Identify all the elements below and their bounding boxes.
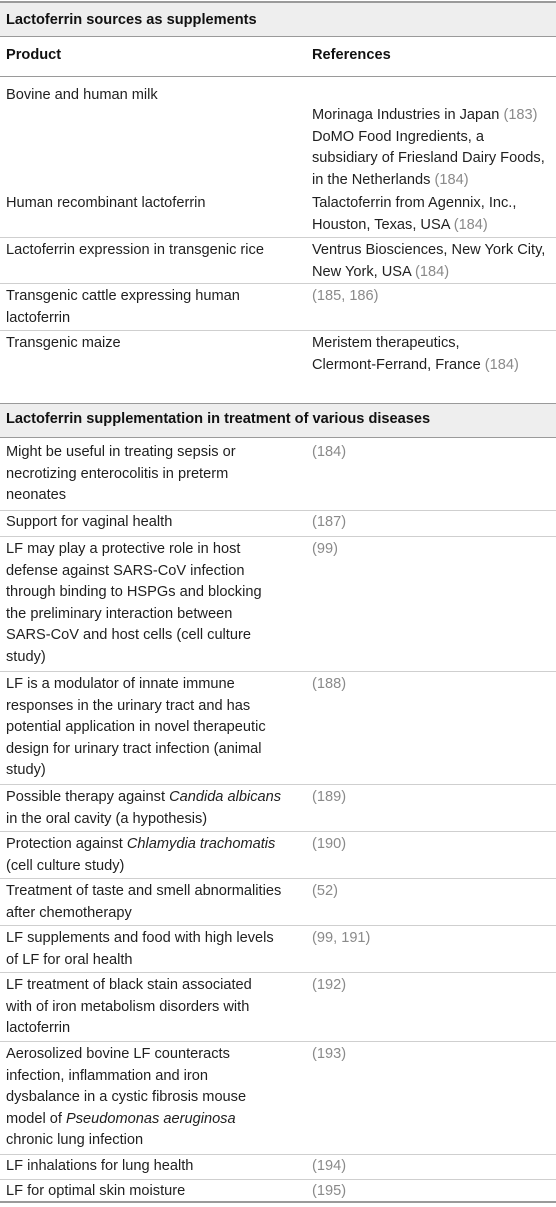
product-text: Human recombinant lactoferrin bbox=[6, 195, 206, 211]
citation: (52) bbox=[312, 883, 338, 899]
disease-cell bbox=[6, 1181, 306, 1203]
table-row bbox=[0, 438, 556, 511]
citation: (188) bbox=[312, 676, 347, 692]
reference-cell bbox=[312, 240, 556, 283]
product-line: lactoferrin bbox=[6, 309, 71, 326]
citation: (187) bbox=[312, 514, 347, 530]
citation: (190) bbox=[312, 836, 347, 852]
cell-line: defense against SARS-CoV infection bbox=[6, 562, 245, 579]
cell-line: Support for vaginal health bbox=[6, 514, 173, 530]
ref-line: subsidiary of Friesland Dairy Foods, bbox=[312, 150, 545, 166]
product-text: Bovine and human milk bbox=[6, 87, 158, 103]
reference-cell bbox=[312, 333, 556, 376]
reference-cell bbox=[312, 539, 556, 561]
reference-cell bbox=[312, 881, 556, 903]
reference-cell bbox=[312, 193, 556, 236]
disease-cell bbox=[6, 442, 306, 507]
cell-line: LF is a modulator of innate immune bbox=[6, 676, 235, 692]
citation: (184) bbox=[312, 444, 347, 460]
cell-line: LF may play a protective role in host bbox=[6, 541, 241, 557]
product-cell bbox=[6, 240, 306, 262]
table-row bbox=[0, 832, 556, 879]
citation: (184) bbox=[484, 356, 519, 373]
cell-line: Aerosolized bovine LF counteracts bbox=[6, 1046, 230, 1062]
ref-line: Clermont-Ferrand, France (184) bbox=[312, 356, 519, 373]
table-row bbox=[0, 926, 556, 973]
ref-line: New York, USA (184) bbox=[312, 263, 450, 280]
cell-line: model of Pseudomonas aeruginosa bbox=[6, 1110, 236, 1127]
cell-line: LF supplements and food with high levels bbox=[6, 930, 274, 946]
citation: (184) bbox=[453, 216, 488, 233]
reference-cell bbox=[312, 674, 556, 696]
cell-line: dysbalance in a cystic fibrosis mouse bbox=[6, 1089, 247, 1105]
cell-line: of LF for oral health bbox=[6, 951, 133, 968]
ref-line: Morinaga Industries in Japan (183) bbox=[312, 107, 538, 123]
table-row bbox=[0, 785, 556, 832]
reference-cell bbox=[312, 1044, 556, 1066]
section-treatments bbox=[0, 403, 556, 1204]
table-row bbox=[0, 238, 556, 284]
disease-cell bbox=[6, 787, 306, 830]
section-title-text: Lactoferrin sources as supplements bbox=[6, 12, 257, 28]
cell-line: study) bbox=[6, 648, 46, 665]
cell-line: potential application in novel therapeutic bbox=[6, 719, 266, 735]
table-row bbox=[0, 973, 556, 1042]
disease-cell bbox=[6, 1044, 306, 1152]
disease-cell bbox=[6, 674, 306, 782]
citation: (99, 191) bbox=[312, 930, 371, 946]
cell-line: infection, inflammation and iron bbox=[6, 1067, 208, 1084]
cell-line: the preliminary interaction between bbox=[6, 605, 233, 622]
cell-line: (cell culture study) bbox=[6, 857, 125, 874]
ref-line: Ventrus Biosciences, New York City, bbox=[312, 242, 546, 258]
cell-line: Possible therapy against Candida albicans bbox=[6, 789, 282, 805]
product-line: Transgenic cattle expressing human bbox=[6, 288, 240, 304]
cell-line: responses in the urinary tract and has bbox=[6, 697, 251, 714]
section-title bbox=[0, 3, 556, 36]
table-row bbox=[0, 537, 556, 672]
reference-cell bbox=[312, 286, 556, 308]
disease-cell bbox=[6, 928, 306, 971]
cell-line: Protection against Chlamydia trachomatis bbox=[6, 836, 276, 852]
citation: (99) bbox=[312, 541, 338, 557]
product-cell bbox=[6, 333, 306, 355]
column-header-row bbox=[0, 36, 556, 77]
citation: (183) bbox=[503, 107, 538, 123]
table-row bbox=[0, 1042, 556, 1155]
product-cell bbox=[6, 193, 306, 215]
cell-line: in the oral cavity (a hypothesis) bbox=[6, 810, 208, 827]
citation: (194) bbox=[312, 1158, 347, 1174]
disease-cell bbox=[6, 1156, 306, 1178]
citation: (189) bbox=[312, 789, 347, 805]
reference-cell bbox=[312, 512, 556, 534]
cell-line: lactoferrin bbox=[6, 1020, 71, 1036]
product-text: Transgenic maize bbox=[6, 335, 121, 351]
bottom-rule bbox=[0, 1201, 556, 1203]
product-cell bbox=[6, 286, 306, 329]
reference-cell bbox=[312, 1156, 556, 1178]
table-row bbox=[0, 191, 556, 238]
cell-line: necrotizing enterocolitis in preterm bbox=[6, 465, 229, 482]
reference-cell bbox=[312, 834, 556, 856]
table-row bbox=[0, 672, 556, 785]
cell-line: through binding to HSPGs and blocking bbox=[6, 584, 262, 600]
citation: (185, 186) bbox=[312, 288, 379, 304]
citation: (193) bbox=[312, 1046, 347, 1062]
ref-line: Meristem therapeutics, bbox=[312, 335, 460, 351]
reference-cell bbox=[312, 442, 556, 464]
disease-cell bbox=[6, 975, 306, 1040]
cell-line: LF inhalations for lung health bbox=[6, 1158, 194, 1174]
disease-cell bbox=[6, 512, 306, 534]
table-row bbox=[0, 77, 556, 191]
column-header-product: Product bbox=[6, 47, 62, 63]
cell-line: neonates bbox=[6, 487, 67, 503]
reference-cell bbox=[312, 1181, 556, 1203]
reference-cell bbox=[312, 105, 556, 191]
cell-line: LF for optimal skin moisture bbox=[6, 1183, 186, 1199]
table-row bbox=[0, 511, 556, 537]
cell-line: design for urinary tract infection (animal bbox=[6, 740, 262, 757]
disease-cell bbox=[6, 539, 306, 668]
column-header-references: References bbox=[312, 47, 391, 63]
cell-line: chronic lung infection bbox=[6, 1132, 144, 1148]
table-row bbox=[0, 1155, 556, 1180]
citation: (192) bbox=[312, 977, 347, 993]
disease-cell bbox=[6, 834, 306, 877]
table-row bbox=[0, 879, 556, 926]
cell-line: with of iron metabolism disorders with bbox=[6, 998, 250, 1015]
reference-cell bbox=[312, 928, 556, 950]
citation: (184) bbox=[434, 171, 469, 188]
cell-line: Treatment of taste and smell abnormalities bbox=[6, 883, 282, 899]
table-row bbox=[0, 331, 556, 381]
disease-cell bbox=[6, 881, 306, 924]
ref-line: DoMO Food Ingredients, a bbox=[312, 128, 484, 145]
cell-line: after chemotherapy bbox=[6, 904, 132, 921]
product-text: Lactoferrin expression in transgenic rice bbox=[6, 242, 264, 258]
table-row bbox=[0, 284, 556, 331]
citation: (195) bbox=[312, 1183, 347, 1199]
ref-line: Houston, Texas, USA (184) bbox=[312, 216, 488, 233]
cell-line: study) bbox=[6, 762, 46, 778]
section-title bbox=[0, 403, 556, 438]
section-sources bbox=[0, 3, 556, 381]
reference-cell bbox=[312, 787, 556, 809]
product-cell bbox=[6, 85, 306, 107]
section-title-text: Lactoferrin supplementation in treatment of various diseases bbox=[6, 411, 431, 427]
cell-line: LF treatment of black stain associated bbox=[6, 977, 252, 993]
ref-line: Talactoferrin from Agennix, Inc., bbox=[312, 195, 517, 211]
reference-cell bbox=[312, 975, 556, 997]
citation: (184) bbox=[415, 263, 450, 280]
cell-line: Might be useful in treating sepsis or bbox=[6, 444, 236, 460]
cell-line: SARS-CoV and host cells (cell culture bbox=[6, 627, 251, 643]
ref-line: in the Netherlands (184) bbox=[312, 171, 469, 188]
